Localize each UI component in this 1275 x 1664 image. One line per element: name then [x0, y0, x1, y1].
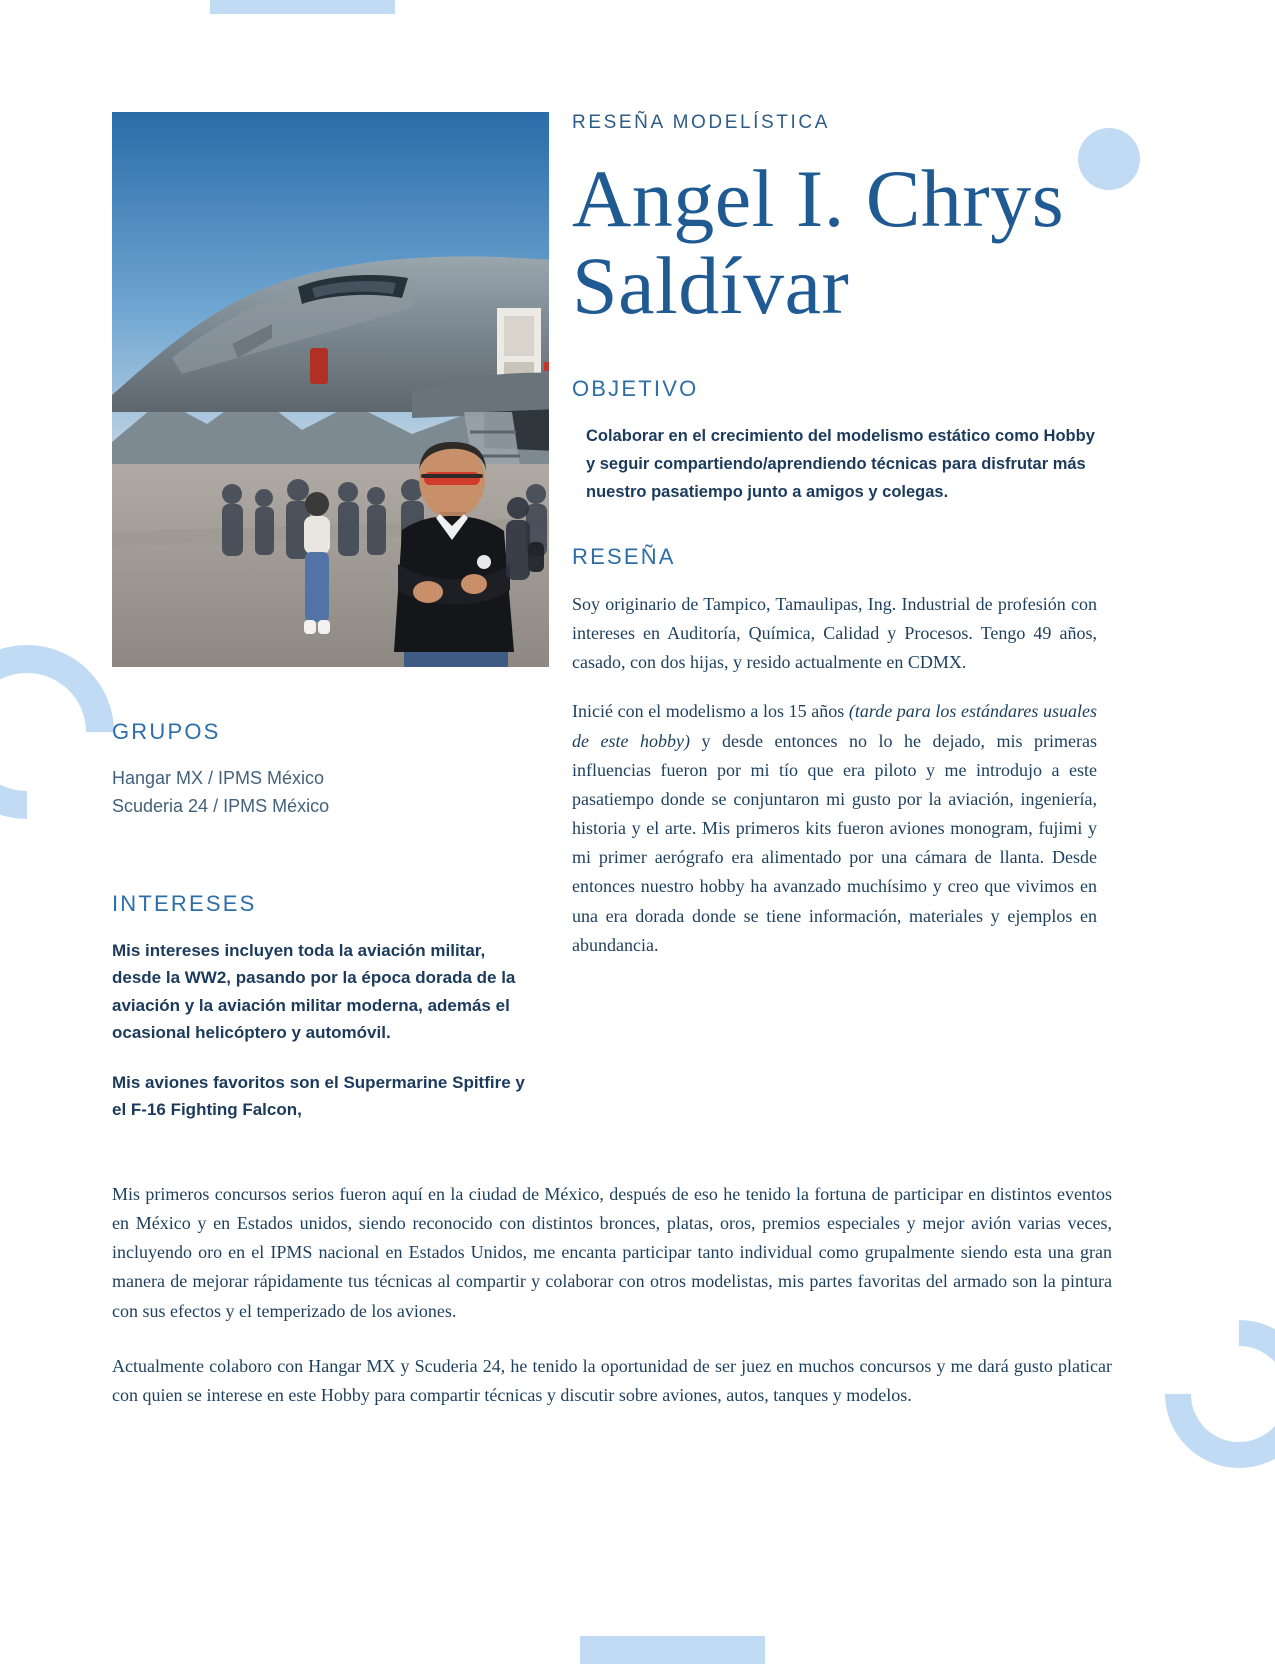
resena-paragraph-1: Soy originario de Tampico, Tamaulipas, Ing. Industrial de profesión con intereses en Auditoría, Química, Calidad y Procesos. Tengo 49 años, casado, con dos hijas, y resido actualmente en CDMX.	[572, 593, 1097, 673]
bottom-text-block	[112, 1180, 1112, 1436]
spacer	[112, 667, 532, 719]
grupo-item-2: Scuderia 24 / IPMS México	[112, 795, 330, 816]
document-eyebrow: RESEÑA MODELÍSTICA	[572, 112, 830, 133]
section-title-intereses: INTERESES	[112, 890, 257, 916]
right-column	[572, 112, 1097, 980]
resena-paragraph-2	[572, 697, 1097, 959]
resena-paragraph-2-post: y desde entonces no lo he dejado, mis primeras influencias fueron por mi tío que era piloto y me introdujo a este pasatiempo donde se conjuntaron mi gusto por la aviación, ingeniería, historia y el arte. Mis primeros kits fueron aviones monogram, fujimi y mi primer aerógrafo era alimentado por una cámara de llanta. Desde entonces nuestro hobby ha avanzado muchísimo y creo que vivimos en una era dorada donde se tiene información, materiales y ejemplos en abundancia.	[572, 730, 1097, 955]
spacer	[112, 821, 532, 891]
author-photo-illustration	[112, 112, 549, 667]
section-title-resena: RESEÑA	[572, 543, 676, 569]
page-title: Angel I. Chrys Saldívar	[572, 153, 1065, 331]
resena-paragraph-2-pre: Inicié con el modelismo a los 15 años	[572, 701, 849, 722]
bottom-paragraph-1: Mis primeros concursos serios fueron aquí en la ciudad de México, después de eso he tenido la fortuna de participar en distintos eventos en México y en Estados unidos, siendo reconocido con distintos bronces, platas, oros, premios especiales y mejor avión varias veces, incluyendo oro en el IPMS nacional en Estados Unidos, me encanta participar tanto individual como grupalmente siendo esta una gran manera de mejorar rápidamente tus técnicas al compartir y colaborar con otros modelistas, mis partes favoritas del armado son la pintura con sus efectos y el temperizado de los aviones.	[112, 1184, 1112, 1321]
resena-paragraph-2-emphasis: (tarde para los estándares usuales de este hobby)	[572, 701, 1097, 751]
section-title-grupos: GRUPOS	[112, 719, 221, 744]
intereses-paragraph-2: Mis aviones favoritos son el Supermarine Spitfire y el F-16 Fighting Falcon,	[112, 1072, 525, 1120]
spacer	[572, 506, 1097, 544]
section-title-objetivo: OBJETIVO	[572, 375, 699, 401]
grupo-item-1: Hangar MX / IPMS México	[112, 768, 325, 788]
bottom-paragraph-2: Actualmente colaboro con Hangar MX y Scuderia 24, he tenido la oportunidad de ser juez en muchos concursos y me dará gusto platicar con quien se interese en este Hobby para compartir técnicas y discutir sobre aviones, autos, tanques y modelos.	[112, 1355, 1112, 1405]
decorative-ring-right-icon	[1134, 1289, 1275, 1498]
author-photo	[112, 112, 549, 667]
intereses-paragraph-1: Mis intereses incluyen toda la aviación militar, desde la WW2, pasando por la época dorada de la aviación y la aviación militar moderna, además el ocasional helicóptero y automóvil.	[112, 940, 516, 1043]
grupos-list	[112, 765, 532, 821]
objetivo-text: Colaborar en el crecimiento del modelismo estático como Hobby y seguir compartiendo/aprendiendo técnicas para disfrutar más nuestro pasatiempo junto a amigos y colegas.	[586, 426, 1095, 501]
decorative-bar-bottom	[580, 1636, 765, 1664]
left-column	[112, 112, 532, 1146]
decorative-bar-top	[210, 0, 395, 14]
